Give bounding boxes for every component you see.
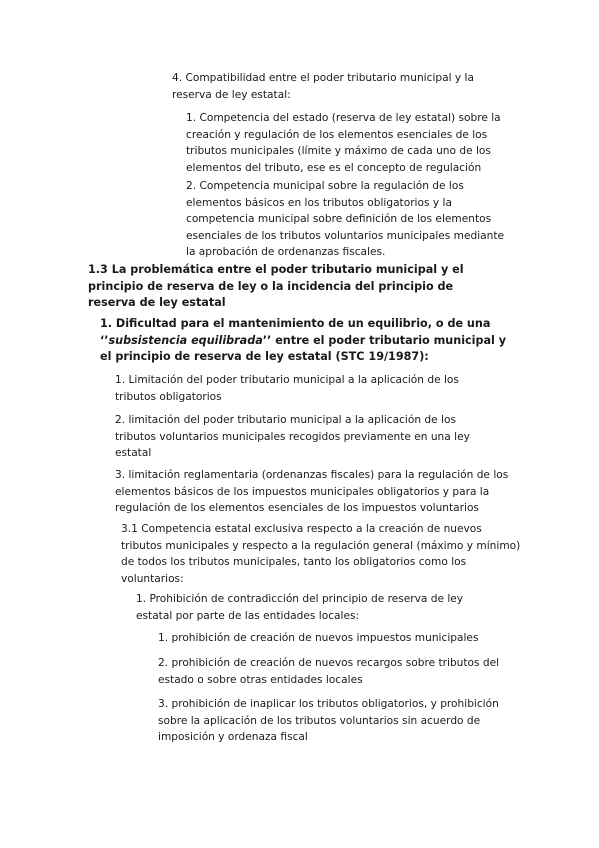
item-1-competencia-estado: 1. Competencia del estado (reserva de ley estatal) sobre la creación y regulación de los elementos esenciales de los tributos municipales (límite y máximo de cada uno de los elementos del tributo, ese es el concepto de regulación [186,112,501,174]
section-heading-1-3: 1.3 La problemática entre el poder tributario municipal y el principio de reserva de ley o la incidencia del principio de reserva de ley estatal [88,263,464,309]
item-2-limitacion: 2. limitación del poder tributario municipal a la aplicación de los tributos voluntarios municipales recogidos previamente en una ley estatal [115,414,470,459]
item-2-prohibicion-recargos: 2. prohibición de creación de nuevos recargos sobre tributos del estado o sobre otras entidades locales [158,657,500,686]
item-2-competencia-municipal: 2. Competencia municipal sobre la regulación de los elementos básicos en los tributos obligatorios y la competencia municipal sobre definición de los elementos esenciales de los tributos voluntarios municipales mediante la aprobación de ordenanzas fiscales. [186,180,505,258]
subheading-text-pre: 1. Dificultad para el mantenimiento de un equilibrio, o de una ‘’ [100,317,491,347]
item-3-prohibicion-inaplicar: 3. prohibición de inaplicar los tributos obligatorios, y prohibición sobre la aplicación de los tributos voluntarios sin acuerdo de imposición y ordenaza fiscal [158,698,499,743]
item-1-prohibicion-impuestos: 1. prohibición de creación de nuevos impuestos municipales [158,632,479,644]
item-1-prohibicion-contradiccion: 1. Prohibición de contradicción del principio de reserva de ley estatal por parte de las entidades locales: [136,593,464,622]
item-4-compatibilidad: 4. Compatibilidad entre el poder tributario municipal y la reserva de ley estatal: [172,72,474,101]
item-1-limitacion: 1. Limitación del poder tributario municipal a la aplicación de los tributos obligatorios [115,374,459,403]
subheading-emphasis: subsistencia equilibrada [108,333,263,347]
item-3-1-competencia-estatal: 3.1 Competencia estatal exclusiva respecto a la creación de nuevos tributos municipales y respecto a la regulación general (máximo y mínimo) de todos los tributos municipales, tanto los obligatorios como los voluntarios: [121,523,521,585]
subheading-text-post: ’’ entre el poder tributario municipal y el principio de reserva de ley estatal (STC 19/1987): [100,333,507,363]
subheading-dificultad [100,316,510,366]
item-3-limitacion-reglamentaria: 3. limitación reglamentaria (ordenanzas fiscales) para la regulación de los elementos básicos de los impuestos municipales obligatorios y para la regulación de los elementos esenciales de los impuestos voluntarios [115,469,509,514]
